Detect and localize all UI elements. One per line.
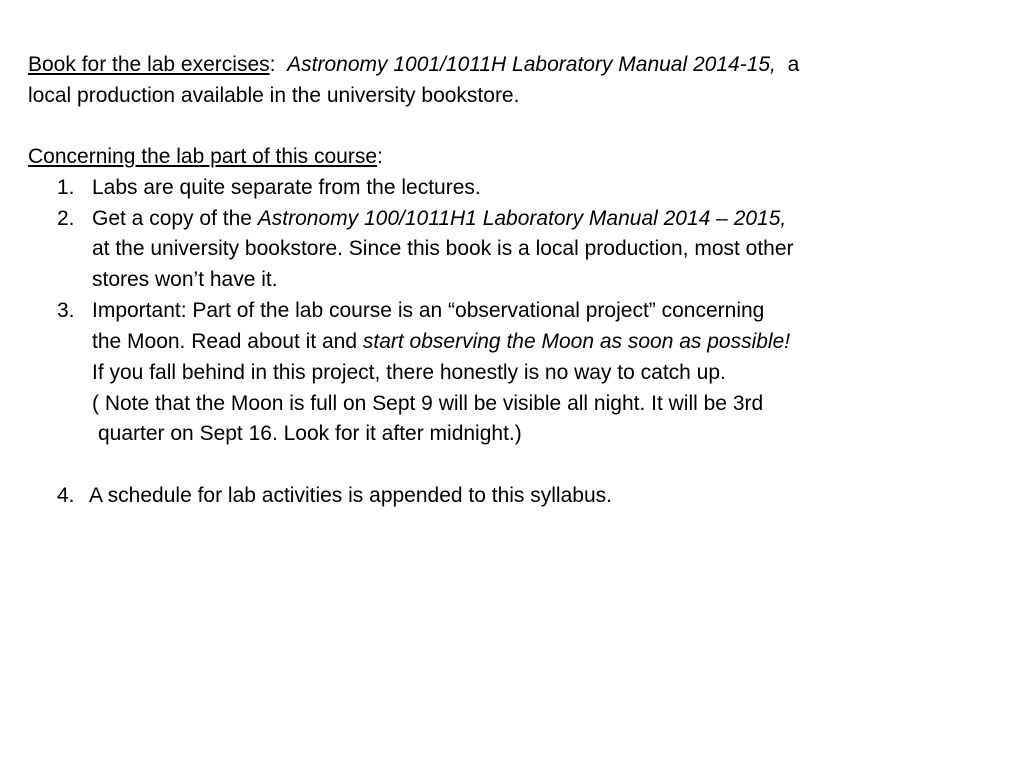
- concerning-label: Concerning the lab part of this course: [28, 145, 378, 168]
- item-2-prefix: Get a copy of the: [92, 207, 252, 230]
- item-3-number: 3.: [57, 299, 75, 322]
- book-line-2: local production available in the university bookstore.: [28, 84, 520, 107]
- book-line-1: [28, 52, 799, 78]
- book-tail: a: [787, 53, 800, 76]
- item-3-line-2-prefix: the Moon. Read about it and: [92, 330, 358, 353]
- book-colon: :: [269, 53, 276, 76]
- item-3-line-1: Important: Part of the lab course is an “observational project” concerning: [92, 299, 765, 322]
- item-2-title: Astronomy 100/1011H1 Laboratory Manual 2014 – 2015,: [257, 207, 787, 230]
- book-label: Book for the lab exercises: [28, 53, 270, 76]
- item-3-line-4: ( Note that the Moon is full on Sept 9 will be visible all night. It will be 3rd: [92, 392, 764, 415]
- item-3-line-2: [92, 329, 790, 355]
- concerning-heading: [28, 144, 383, 170]
- item-2-line-1: [92, 206, 786, 232]
- item-2-line-2: at the university bookstore. Since this book is a local production, most other: [92, 237, 794, 260]
- item-3-line-5: quarter on Sept 16. Look for it after midnight.): [98, 422, 522, 445]
- item-1-number: 1.: [57, 176, 75, 199]
- concerning-colon: :: [377, 145, 383, 168]
- item-4-number: 4.: [57, 484, 75, 507]
- item-2-line-3: stores won’t have it.: [92, 268, 278, 291]
- item-3-line-2-italic: start observing the Moon as soon as possible!: [362, 330, 791, 353]
- item-2-number: 2.: [57, 207, 75, 230]
- item-4-line-1: A schedule for lab activities is appended to this syllabus.: [89, 484, 612, 507]
- book-title: Astronomy 1001/1011H Laboratory Manual 2014-15,: [287, 53, 776, 76]
- item-1-line-1: Labs are quite separate from the lectures.: [92, 176, 481, 199]
- item-3-line-3: If you fall behind in this project, there honestly is no way to catch up.: [92, 361, 726, 384]
